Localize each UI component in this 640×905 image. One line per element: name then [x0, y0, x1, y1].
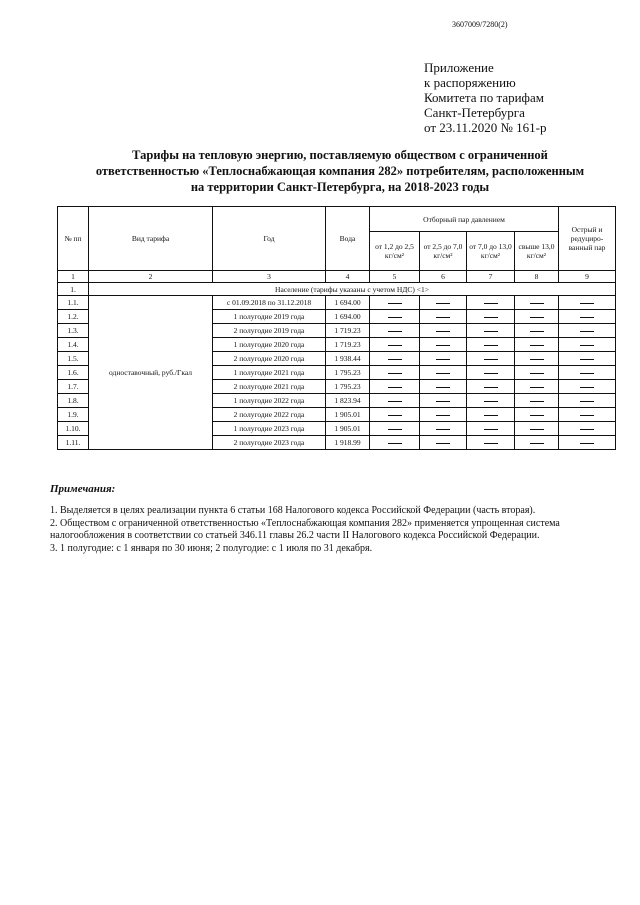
row-num: 1.6. [58, 366, 89, 380]
dash-mark [388, 331, 402, 332]
empty-value-cell [420, 296, 467, 310]
dash-mark [580, 443, 594, 444]
empty-value-cell [420, 338, 467, 352]
dash-mark [388, 443, 402, 444]
header-steam-1: от 1,2 до 2,5 кг/см² [370, 232, 420, 271]
dash-mark [388, 303, 402, 304]
dash-mark [530, 373, 544, 374]
empty-value-cell [467, 352, 515, 366]
empty-value-cell [515, 296, 559, 310]
empty-value-cell [559, 338, 616, 352]
row-num: 1.7. [58, 380, 89, 394]
header-steam-3: от 7,0 до 13,0 кг/см² [467, 232, 515, 271]
dash-mark [484, 443, 498, 444]
document-title [60, 147, 620, 195]
empty-value-cell [370, 394, 420, 408]
row-period: 1 полугодие 2019 года [213, 310, 326, 324]
empty-value-cell [559, 324, 616, 338]
dash-mark [484, 345, 498, 346]
empty-value-cell [559, 352, 616, 366]
empty-value-cell [420, 310, 467, 324]
notes-title: Примечания: [50, 483, 116, 495]
dash-mark [388, 387, 402, 388]
tariff-type-cell: одноставочный, руб./Гкал [89, 296, 213, 450]
empty-value-cell [370, 408, 420, 422]
row-period: с 01.09.2018 по 31.12.2018 [213, 296, 326, 310]
dash-mark [436, 359, 450, 360]
group-row [58, 283, 616, 296]
document-number: 3607009/7280(2) [452, 20, 508, 29]
dash-mark [388, 359, 402, 360]
dash-mark [484, 303, 498, 304]
dash-mark [580, 387, 594, 388]
appendix-line: Приложение [424, 60, 494, 75]
title-line: на территории Санкт-Петербурга, на 2018-2023 годы [190, 180, 490, 194]
dash-mark [484, 401, 498, 402]
dash-mark [436, 345, 450, 346]
dash-mark [436, 317, 450, 318]
empty-value-cell [420, 394, 467, 408]
empty-value-cell [559, 436, 616, 450]
empty-value-cell [467, 324, 515, 338]
dash-mark [530, 443, 544, 444]
row-water: 1 694.00 [326, 296, 370, 310]
dash-mark [580, 317, 594, 318]
empty-value-cell [559, 394, 616, 408]
empty-value-cell [467, 408, 515, 422]
empty-value-cell [420, 366, 467, 380]
dash-mark [388, 373, 402, 374]
empty-value-cell [515, 380, 559, 394]
note-item: 3. 1 полугодие: с 1 января по 30 июня; 2 полугодие: с 1 июля по 31 декабря. [50, 542, 373, 554]
empty-value-cell [559, 296, 616, 310]
row-num: 1.11. [58, 436, 89, 450]
empty-value-cell [420, 352, 467, 366]
empty-value-cell [420, 408, 467, 422]
empty-value-cell [370, 324, 420, 338]
header-steam-2: от 2,5 до 7,0 кг/см² [420, 232, 467, 271]
table-body [58, 296, 616, 450]
empty-value-cell [515, 352, 559, 366]
header-num: № пп [58, 207, 89, 271]
row-period: 1 полугодие 2023 года [213, 422, 326, 436]
header-steam-4: свыше 13,0 кг/см² [515, 232, 559, 271]
dash-mark [484, 387, 498, 388]
dash-mark [436, 429, 450, 430]
row-num: 1.8. [58, 394, 89, 408]
empty-value-cell [370, 310, 420, 324]
empty-value-cell [467, 394, 515, 408]
dash-mark [580, 303, 594, 304]
dash-mark [580, 415, 594, 416]
row-period: 1 полугодие 2021 года [213, 366, 326, 380]
empty-value-cell [467, 422, 515, 436]
row-period: 2 полугодие 2021 года [213, 380, 326, 394]
group-label: Население (тарифы указаны с учетом НДС) <1> [89, 283, 616, 296]
dash-mark [484, 317, 498, 318]
column-number: 2 [89, 271, 213, 283]
dash-mark [530, 429, 544, 430]
appendix-line: Комитета по тарифам [424, 90, 544, 105]
dash-mark [484, 415, 498, 416]
row-water: 1 795.23 [326, 380, 370, 394]
dash-mark [530, 415, 544, 416]
row-water: 1 938.44 [326, 352, 370, 366]
row-water: 1 905.01 [326, 422, 370, 436]
empty-value-cell [515, 408, 559, 422]
row-num: 1.4. [58, 338, 89, 352]
header-steam-group: Отборный пар давлением [370, 207, 559, 232]
row-num: 1.5. [58, 352, 89, 366]
column-number: 6 [420, 271, 467, 283]
group-num: 1. [58, 283, 89, 296]
row-num: 1.3. [58, 324, 89, 338]
column-number: 5 [370, 271, 420, 283]
header-tariff-type: Вид тарифа [89, 207, 213, 271]
dash-mark [580, 401, 594, 402]
column-number: 8 [515, 271, 559, 283]
empty-value-cell [467, 338, 515, 352]
row-period: 2 полугодие 2022 года [213, 408, 326, 422]
dash-mark [436, 387, 450, 388]
note-item: 2. Обществом с ограниченной ответственностью «Теплоснабжающая компания 282» применяется упрощенная система налогообложения в соответствии со статьей 346.11 главы 26.2 части II Налогового кодекса Российской Федерации. [50, 517, 560, 541]
dash-mark [484, 429, 498, 430]
empty-value-cell [515, 324, 559, 338]
title-line: Тарифы на тепловую энергию, поставляемую обществом с ограниченной [132, 148, 548, 162]
tariff-table [57, 206, 616, 450]
empty-value-cell [559, 380, 616, 394]
empty-value-cell [370, 436, 420, 450]
row-num: 1.1. [58, 296, 89, 310]
row-water: 1 823.94 [326, 394, 370, 408]
empty-value-cell [559, 422, 616, 436]
dash-mark [530, 303, 544, 304]
row-water: 1 719.23 [326, 338, 370, 352]
row-water: 1 795.23 [326, 366, 370, 380]
row-period: 2 полугодие 2019 года [213, 324, 326, 338]
column-number: 3 [213, 271, 326, 283]
dash-mark [580, 331, 594, 332]
dash-mark [530, 401, 544, 402]
empty-value-cell [515, 338, 559, 352]
row-num: 1.9. [58, 408, 89, 422]
column-number: 1 [58, 271, 89, 283]
column-number: 7 [467, 271, 515, 283]
empty-value-cell [370, 296, 420, 310]
dash-mark [388, 345, 402, 346]
empty-value-cell [420, 324, 467, 338]
row-num: 1.2. [58, 310, 89, 324]
dash-mark [484, 331, 498, 332]
notes-list [50, 505, 610, 555]
appendix-line: к распоряжению [424, 75, 516, 90]
column-number-row [58, 271, 616, 283]
empty-value-cell [370, 366, 420, 380]
row-water: 1 694.00 [326, 310, 370, 324]
row-water: 1 719.23 [326, 324, 370, 338]
dash-mark [530, 387, 544, 388]
empty-value-cell [515, 366, 559, 380]
header-period: Год [213, 207, 326, 271]
dash-mark [436, 443, 450, 444]
dash-mark [580, 373, 594, 374]
dash-mark [580, 429, 594, 430]
dash-mark [580, 359, 594, 360]
column-number: 4 [326, 271, 370, 283]
note-item: 1. Выделяется в целях реализации пункта 6 статьи 168 Налогового кодекса Российской Федерации (часть вторая). [50, 505, 536, 516]
empty-value-cell [515, 436, 559, 450]
empty-value-cell [559, 310, 616, 324]
dash-mark [530, 331, 544, 332]
dash-mark [530, 345, 544, 346]
dash-mark [388, 401, 402, 402]
row-num: 1.10. [58, 422, 89, 436]
dash-mark [436, 415, 450, 416]
appendix-block [424, 60, 547, 135]
empty-value-cell [370, 380, 420, 394]
row-period: 2 полугодие 2023 года [213, 436, 326, 450]
dash-mark [436, 331, 450, 332]
empty-value-cell [370, 352, 420, 366]
dash-mark [388, 317, 402, 318]
dash-mark [580, 345, 594, 346]
empty-value-cell [559, 408, 616, 422]
empty-value-cell [420, 436, 467, 450]
empty-value-cell [467, 366, 515, 380]
empty-value-cell [515, 422, 559, 436]
title-line: ответственностью «Теплоснабжающая компания 282» потребителям, расположенным [95, 164, 585, 178]
empty-value-cell [467, 380, 515, 394]
empty-value-cell [559, 366, 616, 380]
empty-value-cell [515, 310, 559, 324]
header-sharp-steam: Острый и редуциро-ванный пар [559, 207, 616, 271]
empty-value-cell [515, 394, 559, 408]
dash-mark [436, 373, 450, 374]
empty-value-cell [420, 422, 467, 436]
empty-value-cell [467, 310, 515, 324]
dash-mark [388, 429, 402, 430]
table-row [58, 296, 616, 310]
empty-value-cell [370, 338, 420, 352]
empty-value-cell [370, 422, 420, 436]
row-period: 1 полугодие 2022 года [213, 394, 326, 408]
dash-mark [388, 415, 402, 416]
dash-mark [484, 373, 498, 374]
dash-mark [436, 401, 450, 402]
dash-mark [530, 359, 544, 360]
dash-mark [484, 359, 498, 360]
column-number: 9 [559, 271, 616, 283]
row-water: 1 918.99 [326, 436, 370, 450]
dash-mark [436, 303, 450, 304]
empty-value-cell [420, 380, 467, 394]
row-period: 1 полугодие 2020 года [213, 338, 326, 352]
dash-mark [530, 317, 544, 318]
appendix-line: Санкт-Петербурга [424, 105, 525, 120]
header-water: Вода [326, 207, 370, 271]
empty-value-cell [467, 296, 515, 310]
row-water: 1 905.01 [326, 408, 370, 422]
row-period: 2 полугодие 2020 года [213, 352, 326, 366]
appendix-line: от 23.11.2020 № 161-р [424, 120, 547, 135]
empty-value-cell [467, 436, 515, 450]
